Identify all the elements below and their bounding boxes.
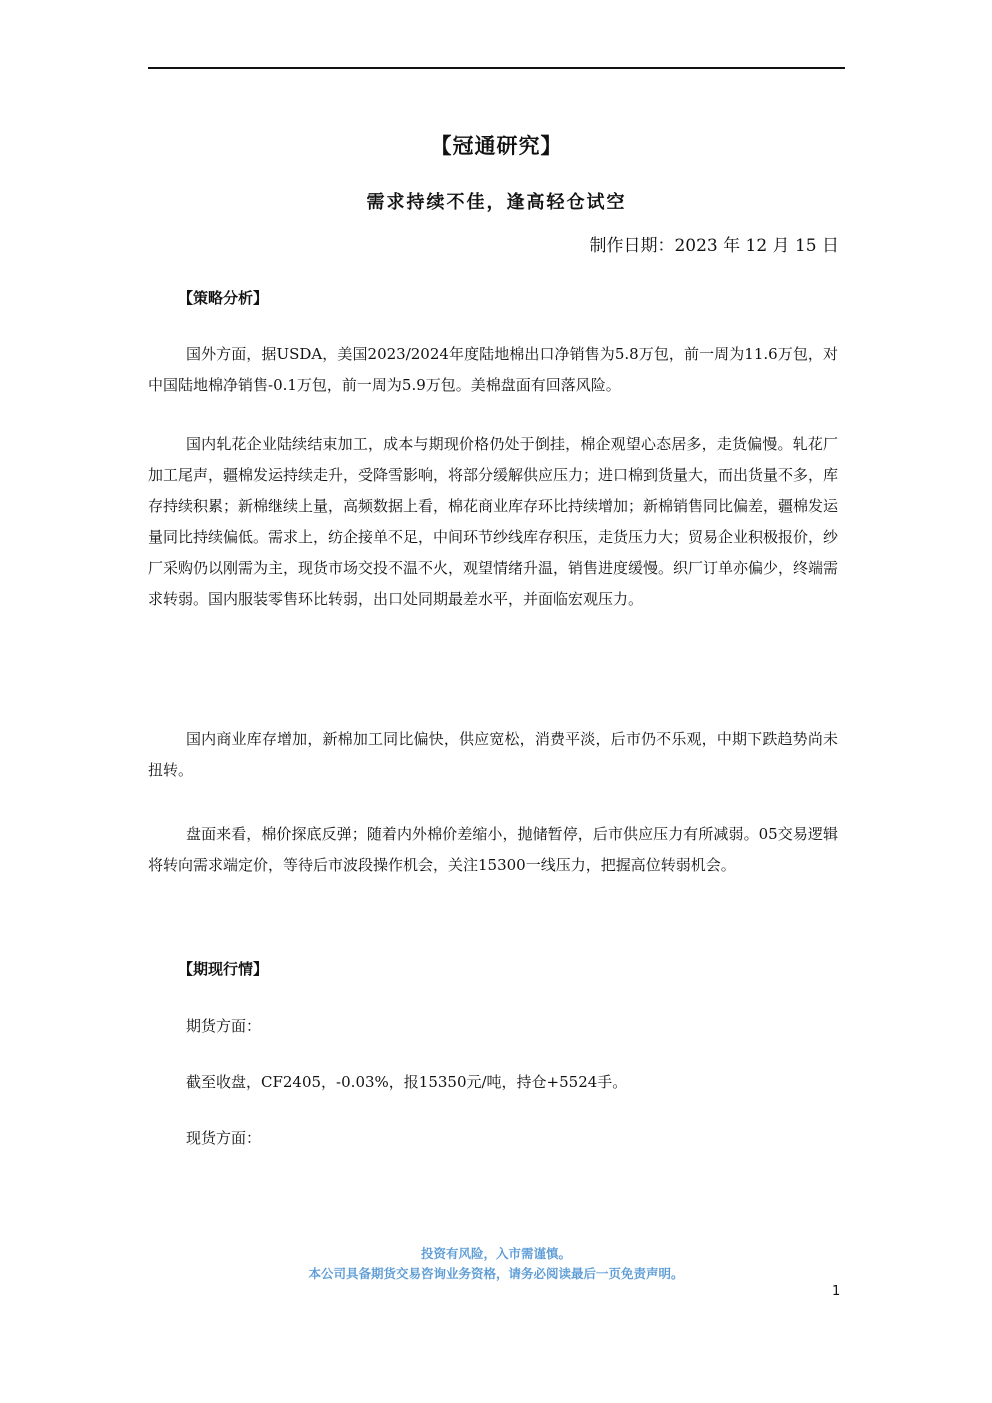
- spot-label: 现货方面：: [186, 1129, 262, 1147]
- strategy-paragraph: 国外方面，据USDA，美国2023/2024年度陆地棉出口净销售为5.8万包，前一周为11.6万包，对中国陆地棉净销售-0.1万包，前一周为5.9万包。美棉盘面有回落风险。: [148, 345, 838, 394]
- qualification-notice: 本公司具备期货交易咨询业务资格，请务必阅读最后一页免责声明。: [308, 1266, 684, 1281]
- strategy-paragraph: 盘面来看，棉价探底反弹；随着内外棉价差缩小，抛储暂停，后市供应压力有所减弱。05交易逻辑将转向需求端定价，等待后市波段操作机会，关注15300一线压力，把握高位转弱机会。: [148, 825, 838, 874]
- page-number: 1: [832, 1284, 841, 1299]
- brand-heading: 【冠通研究】: [430, 133, 563, 158]
- strategy-paragraph: 国内轧花企业陆续结束加工，成本与期现价格仍处于倒挂，棉企观望心态居多，走货偏慢。轧花厂加工尾声，疆棉发运持续走升，受降雪影响，将部分缓解供应压力；进口棉到货量大，而出货量不多，库存持续积累；新棉继续上量，高频数据上看，棉花商业库存环比持续增加；新棉销售同比偏差，疆棉发运量同比持续偏低。需求上，纺企接单不足，中间环节纱线库存积压，走货压力大；贸易企业积极报价，纱厂采购仍以刚需为主，现货市场交投不温不火，观望情绪升温，销售进度缓慢。织厂订单亦偏少，终端需求转弱。国内服装零售环比转弱，出口处同期最差水平，并面临宏观压力。: [148, 435, 839, 608]
- futures-label: 期货方面：: [186, 1017, 262, 1035]
- section-heading-strategy: 【策略分析】: [178, 289, 269, 307]
- header-rule: [148, 67, 845, 69]
- report-date: 制作日期：2023 年 12 月 15 日: [589, 236, 839, 256]
- risk-notice: 投资有风险，入市需谨慎。: [420, 1246, 571, 1261]
- report-title: 需求持续不佳，逢高轻仓试空: [366, 192, 627, 213]
- futures-quote: 截至收盘，CF2405，-0.03%，报15350元/吨，持仓+5524手。: [186, 1073, 628, 1091]
- strategy-paragraph: 国内商业库存增加，新棉加工同比偏快，供应宽松，消费平淡，后市仍不乐观，中期下跌趋势尚未扭转。: [148, 730, 838, 779]
- section-heading-market: 【期现行情】: [178, 960, 269, 978]
